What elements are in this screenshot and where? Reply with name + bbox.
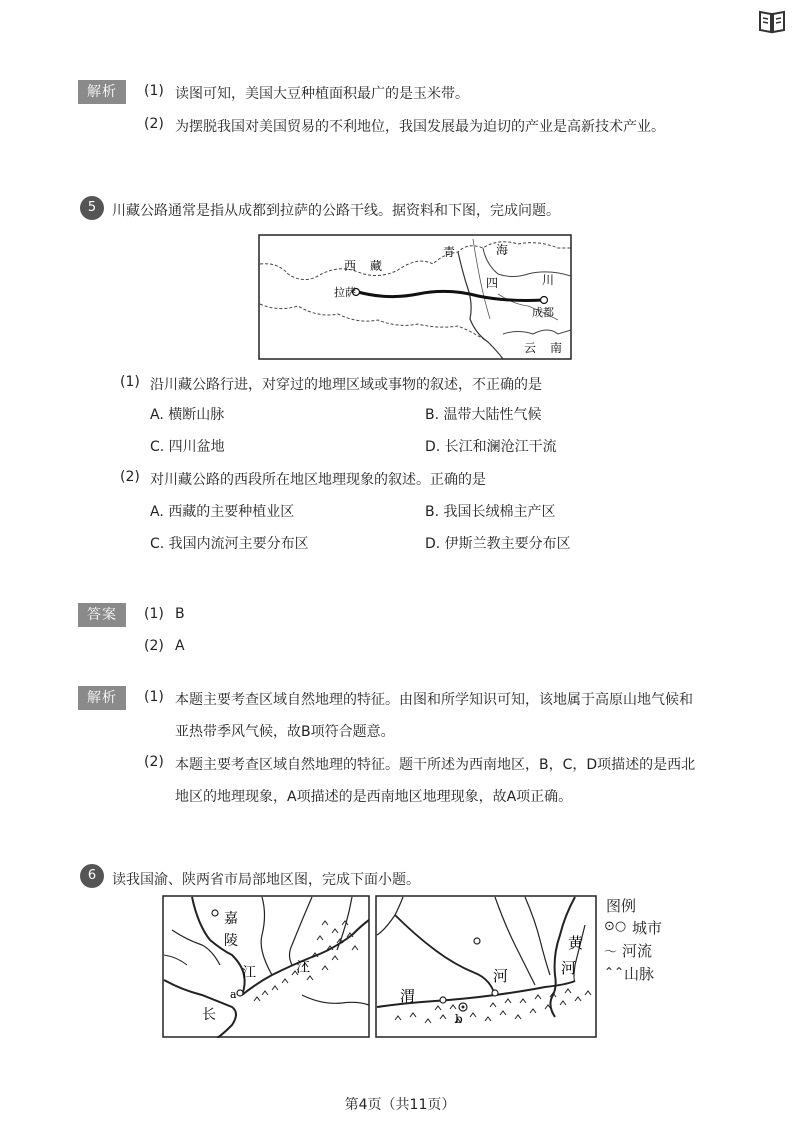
- question-stem: 读我国渝、陕两省市局部地区图，完成下面小题。: [112, 872, 420, 888]
- shaanxi-map: [375, 895, 597, 1038]
- analysis-text: 本题主要考查区域自然地理的特征。由图和所学知识可知，该地属于高原山地气候和: [175, 692, 693, 708]
- option-a[interactable]: A. 横断山脉: [150, 407, 225, 423]
- map-label-jia: 嘉: [224, 911, 238, 927]
- page-footer: 第4页（共11页）: [344, 1097, 456, 1113]
- river-legend-icon: 〜: [604, 945, 618, 960]
- mountain-legend-icon: ⌃⌃: [604, 965, 625, 979]
- analysis-tag: 解析: [78, 80, 126, 104]
- option-c[interactable]: C. 四川盆地: [150, 439, 225, 455]
- answer-number: (2): [144, 638, 164, 654]
- map-label-chuan: 川: [542, 273, 555, 287]
- question-number-badge: 6: [80, 864, 104, 888]
- map-label-qing: 青: [443, 245, 456, 259]
- map-label-huang: 黄: [568, 934, 584, 952]
- map-label-chang: 长: [202, 1007, 216, 1023]
- subquestion-number: (2): [120, 469, 140, 485]
- sichuan-tibet-map: [258, 234, 572, 360]
- item-number: (2): [144, 116, 164, 132]
- subquestion-text: 对川藏公路的西段所在地区地理现象的叙述。正确的是: [150, 472, 486, 488]
- map-label-wei: 渭: [400, 987, 416, 1005]
- analysis-tag: 解析: [78, 686, 126, 710]
- analysis-text: 亚热带季风气候，故B项符合题意。: [175, 724, 395, 740]
- option-a[interactable]: A. 西藏的主要种植业区: [150, 504, 295, 520]
- legend-mountain: 山脉: [624, 965, 655, 983]
- map-label-xi: 西: [344, 259, 357, 273]
- question-stem: 川藏公路通常是指从成都到拉萨的公路干线。据资料和下图，完成问题。: [112, 203, 560, 219]
- subquestion-text: 沿川藏公路行进，对穿过的地理区域或事物的叙述，不正确的是: [150, 377, 542, 393]
- map-label-lasa: 拉萨: [334, 286, 356, 299]
- answer-value: A: [175, 638, 185, 654]
- analysis-text: 本题主要考查区域自然地理的特征。题干所述为西南地区，B，C，D项描述的是西北: [175, 757, 696, 773]
- city-legend-icon: ⊙○: [604, 919, 627, 934]
- analysis-text: 地区的地理现象，A项描述的是西南地区地理现象，故A项正确。: [175, 789, 573, 805]
- map-label-jiang: 江: [242, 965, 256, 981]
- map-label-si: 四: [486, 276, 499, 290]
- question-number-badge: 5: [80, 196, 104, 220]
- chongqing-map: [162, 895, 370, 1038]
- answer-value: B: [175, 606, 185, 622]
- map-label-nan: 南: [550, 341, 563, 355]
- map-label-jiang: 江: [296, 960, 310, 976]
- option-d[interactable]: D. 伊斯兰教主要分布区: [425, 536, 571, 552]
- subquestion-number: (1): [120, 374, 140, 390]
- analysis-text: 读图可知，美国大豆种植面积最广的是玉米带。: [175, 86, 469, 102]
- option-b[interactable]: B. 温带大陆性气候: [425, 407, 542, 423]
- item-number: (1): [144, 83, 164, 99]
- map-label-hai: 海: [496, 243, 509, 257]
- option-b[interactable]: B. 我国长绒棉主产区: [425, 504, 556, 520]
- map-label-ling: 陵: [224, 933, 238, 949]
- analysis-text: 为摆脱我国对美国贸易的不利地位，我国发展最为迫切的产业是高新技术产业。: [175, 119, 665, 135]
- option-d[interactable]: D. 长江和澜沧江干流: [425, 439, 557, 455]
- legend-city: 城市: [632, 919, 663, 937]
- analysis-number: (1): [144, 689, 164, 705]
- map-label-yun: 云: [524, 341, 537, 355]
- map-label-he: 河: [493, 967, 509, 985]
- analysis-number: (2): [144, 754, 164, 770]
- book-logo-icon: [758, 8, 786, 34]
- map-label-zang: 藏: [370, 259, 383, 273]
- answer-tag: 答案: [78, 603, 126, 627]
- map-label-chengdu: 成都: [532, 306, 554, 319]
- map-label-a: a: [230, 988, 237, 1001]
- map-label-b: b: [455, 1012, 463, 1026]
- legend-river: 河流: [622, 942, 653, 960]
- option-c[interactable]: C. 我国内流河主要分布区: [150, 536, 309, 552]
- legend-title: 图例: [606, 897, 637, 915]
- answer-number: (1): [144, 606, 164, 622]
- map-label-he: 河: [561, 959, 577, 977]
